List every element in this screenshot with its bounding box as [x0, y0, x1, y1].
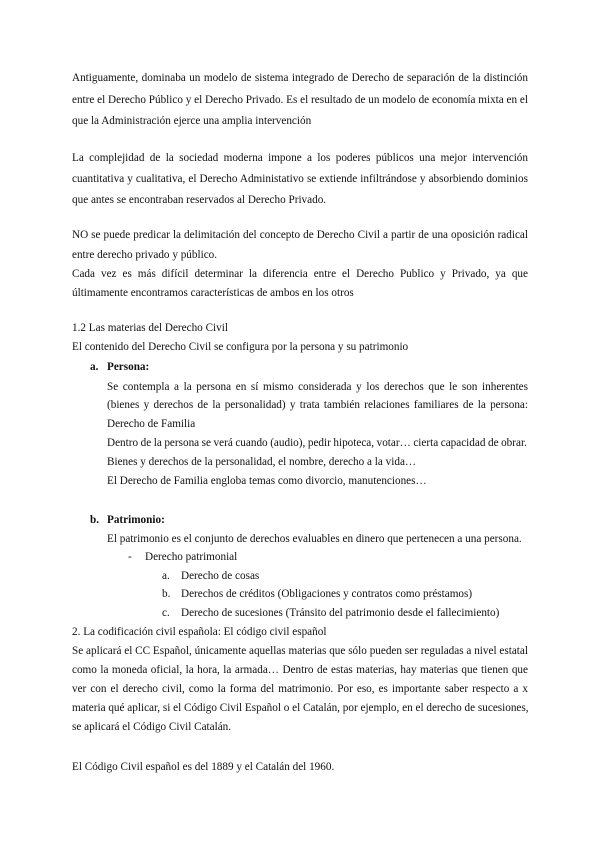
- text-line: últimamente encontramos características de ambos en los otros: [72, 287, 354, 299]
- text-line: (bienes y derechos de la personalidad) y trata también relaciones familiares de la persona:: [107, 399, 528, 411]
- sublist-item: Derecho de sucesiones (Tránsito del patrimonio desde el fallecimiento): [181, 607, 500, 619]
- list-title-persona: Persona:: [107, 361, 150, 373]
- dash-item: Derecho patrimonial: [145, 551, 238, 563]
- text-line: Se aplicará el CC Español, únicamente aquellas materias que sólo pueden ser reguladas a nivel estatal: [72, 645, 528, 657]
- text-line: Cada vez es más difícil determinar la diferencia entre el Derecho Publico y Privado, ya que: [72, 268, 528, 280]
- text-line: que antes se encontraban reservados al Derecho Privado.: [72, 194, 327, 206]
- list-marker: b.: [90, 514, 100, 526]
- list-marker: a.: [90, 361, 99, 373]
- dash-marker: -: [128, 551, 132, 563]
- text-line: cuantitativa y cualitativa, el Derecho Administativo se extiende infiltrándose y absorbiendo dominios: [72, 173, 528, 185]
- final-line: El Código Civil español es del 1889 y el Catalán del 1960.: [72, 761, 335, 773]
- sublist-item: Derechos de créditos (Obligaciones y contratos como préstamos): [181, 588, 473, 600]
- text-line: Derecho de Familia: [107, 418, 196, 430]
- section-intro: El contenido del Derecho Civil se configura por la persona y su patrimonio: [72, 341, 409, 353]
- section-heading: 1.2 Las materias del Derecho Civil: [72, 322, 228, 334]
- text-line: materia qué aplicar, si el Código Civil Español o el Catalán, por ejemplo, en el derecho de sucesiones,: [72, 702, 529, 714]
- text-line: entre derecho privado y público.: [72, 249, 218, 261]
- list-title-patrimonio: Patrimonio:: [107, 514, 165, 526]
- text-line: Antiguamente, dominaba un modelo de sistema integrado de Derecho de separación de la distinción: [72, 72, 528, 84]
- text-line: El Derecho de Familia engloba temas como divorcio, manutenciones…: [107, 475, 427, 487]
- text-line: NO se puede predicar la delimitación del concepto de Derecho Civil a partir de una oposición radical: [72, 229, 528, 241]
- text-line: entre el Derecho Público y el Derecho Privado. Es el resultado de un modelo de economía mixta en el: [72, 94, 528, 106]
- text-line: ver con el derecho civil, como la forma del matrimonio. Por eso, es importante saber respecto a x: [72, 683, 528, 695]
- section-heading: 2. La codificación civil española: El código civil español: [72, 626, 327, 638]
- text-line: se aplicará el Código Civil Catalán.: [72, 721, 232, 733]
- sublist-marker: a.: [162, 570, 170, 582]
- sublist-item: Derecho de cosas: [181, 570, 260, 582]
- text-line: El patrimonio es el conjunto de derechos evaluables en dinero que pertenecen a una persona.: [107, 533, 522, 545]
- text-line: La complejidad de la sociedad moderna impone a los poderes públicos una mejor intervención: [72, 152, 528, 164]
- sublist-marker: c.: [162, 607, 170, 619]
- text-line: que la Administración ejerce una amplia intervención: [72, 115, 312, 127]
- text-line: Dentro de la persona se verá cuando (audio), pedir hipoteca, votar… cierta capacidad de obrar.: [107, 437, 527, 449]
- text-line: como la moneda oficial, la hora, la armada… Dentro de estas materias, hay materias que tienen que: [72, 664, 528, 676]
- text-line: Bienes y derechos de la personalidad, el nombre, derecho a la vida…: [107, 456, 417, 468]
- text-line: Se contempla a la persona en sí mismo considerada y los derechos que le son inherentes: [107, 381, 528, 393]
- sublist-marker: b.: [162, 588, 171, 600]
